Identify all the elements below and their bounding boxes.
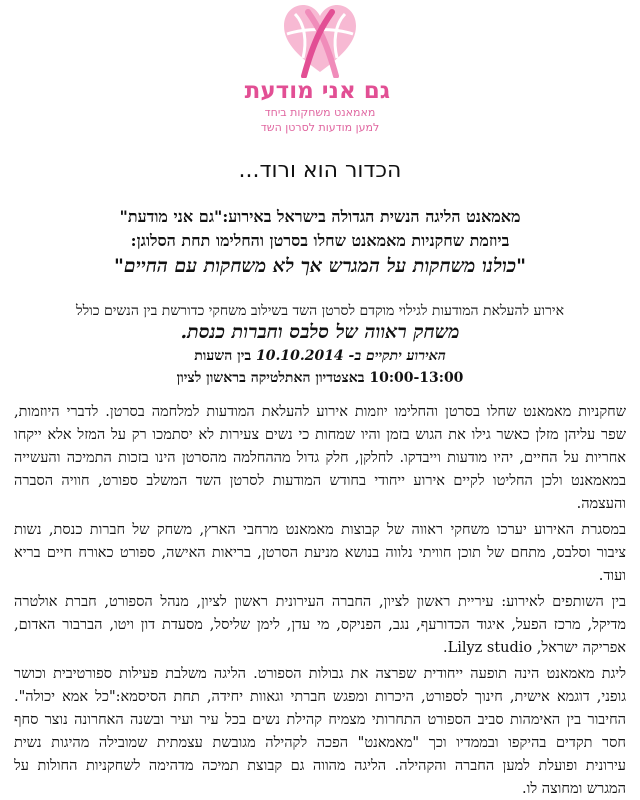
- body-line: במאמאנט ולכן החליטו לקיים אירוע ייחודי בחודש המודעות לסרטן השד המשלב ספורט, חוויה הסברה: [14, 473, 626, 489]
- event-date-italic: האירוע יתקיים ב- 10.10.2014: [256, 348, 446, 364]
- body-line: החיבור בין האימהות סביב הספורט התחרותי מצמיח קהילת נשים בכל עיר ועיר ובשנה האחרונה נוצר סחף: [14, 712, 626, 728]
- body-line: ועוד.: [598, 568, 626, 584]
- slogan: "כולנו משחקות על המגרש אך לא משחקות עם החיים": [113, 255, 527, 277]
- body-line: מדיקל, מרכז הפעל, איגוד הכדורעף, נגב, הפניקס, מי עדן, לימן שליסל, מסעדת דון ויטו, הברבור האדום,: [14, 617, 626, 633]
- body-line: במסגרת האירוע יערכו משחקי ראווה של קבוצות מאמאנט מרחבי הארץ, משחק של חברות כנסת, נשות: [14, 522, 626, 538]
- body-line: שחקניות מאמאנט שחלו בסרטן והחלימו יוזמות אירוע להעלאת המודעות למלחמה בסרטן. לדברי היוזמות,: [14, 404, 626, 420]
- body-line: אחריות על החיים, יהיו מודעות וייבדקו. לחלקן, חלק גדול מההחלמה מהסרטן הינו בזכות התמיכה והעשייה: [14, 450, 626, 466]
- body-line: עירונית ופועלת למען החברה והקהילה. הליגה מהווה גם קבוצת תמיכה מדהימה לשחקניות החולות על: [14, 758, 626, 774]
- intro-line-1: מאמאנט הליגה הנשית הגדולה בישראל באירוע:"גם אני מודעת": [119, 207, 521, 226]
- body-line: שפר עליהן מזלן כאשר גילו את הגוש בזמן והיו שמחות כי נשים צעירות לא יסתמכו רק על המזל אלא ייקחו: [14, 427, 626, 443]
- event-description: אירוע להעלאת המודעות לגילוי מוקדם לסרטן השד בשילוב משחקי כדורשת בין הנשים כולל: [76, 303, 564, 319]
- event-date-hours-label: בין השעות: [194, 348, 256, 364]
- body-line: ציבור וסלבס, מתחם של תוכן חוויתי נלווה בנושא מניעת הסרטן, בריאות האישה, ספורט כאורח חיים בריא: [14, 545, 626, 561]
- page-headline: הכדור הוא ורוד...: [238, 158, 402, 183]
- event-title: משחק ראווה של סלבס וחברות כנסת.: [180, 321, 460, 343]
- body-line: והעצמה.: [576, 496, 626, 512]
- logo-tagline-1: מאמאנט משחקות ביחד: [264, 106, 376, 119]
- body-line: בין השותפים לאירוע: עיריית ראשון לציון, החברה העירונית ראשון לציון, מנהל הספורט, חברת אולטרה: [14, 594, 626, 610]
- body-line: המגרש ומחוצה לו.: [522, 781, 626, 797]
- pink-ribbon-heart-ball-icon: [281, 2, 359, 78]
- logo-tagline-2: למען מודעות לסרטן השד: [260, 121, 380, 134]
- event-venue: 10:00-13:00 באצטדיון האתלטיקה בראשון לציון: [176, 370, 464, 386]
- event-date: [14, 346, 626, 366]
- intro-line-2: ביוזמת שחקניות מאמאנט שחלו בסרטן והחלימו תחת הסלוגן:: [130, 231, 510, 250]
- body-line: חסר תקדים בהיקפו ובממדיו וכך "מאמאנט" הפכה לקהילה מגובשת עצמתית שמובילה מהיגות נשית: [14, 735, 626, 751]
- body-line: אפריקה ישראל, Lilyz studio.: [442, 640, 626, 656]
- logo-title: גם אני מודעת: [244, 78, 390, 104]
- logo: [0, 0, 640, 150]
- body-line: גופני, דוגמא אישית, חינוך לספורט, היכרות ומפגש חברתי וגאוות יחידה, תחת הסיסמא:"כל אמא יכולה".: [14, 689, 626, 705]
- body-line: ליגת מאמאנט הינה תופעה ייחודית שפרצה את גבולות הספורט. הליגה משלבת פעילות ספורטיבית וכושר: [14, 666, 626, 682]
